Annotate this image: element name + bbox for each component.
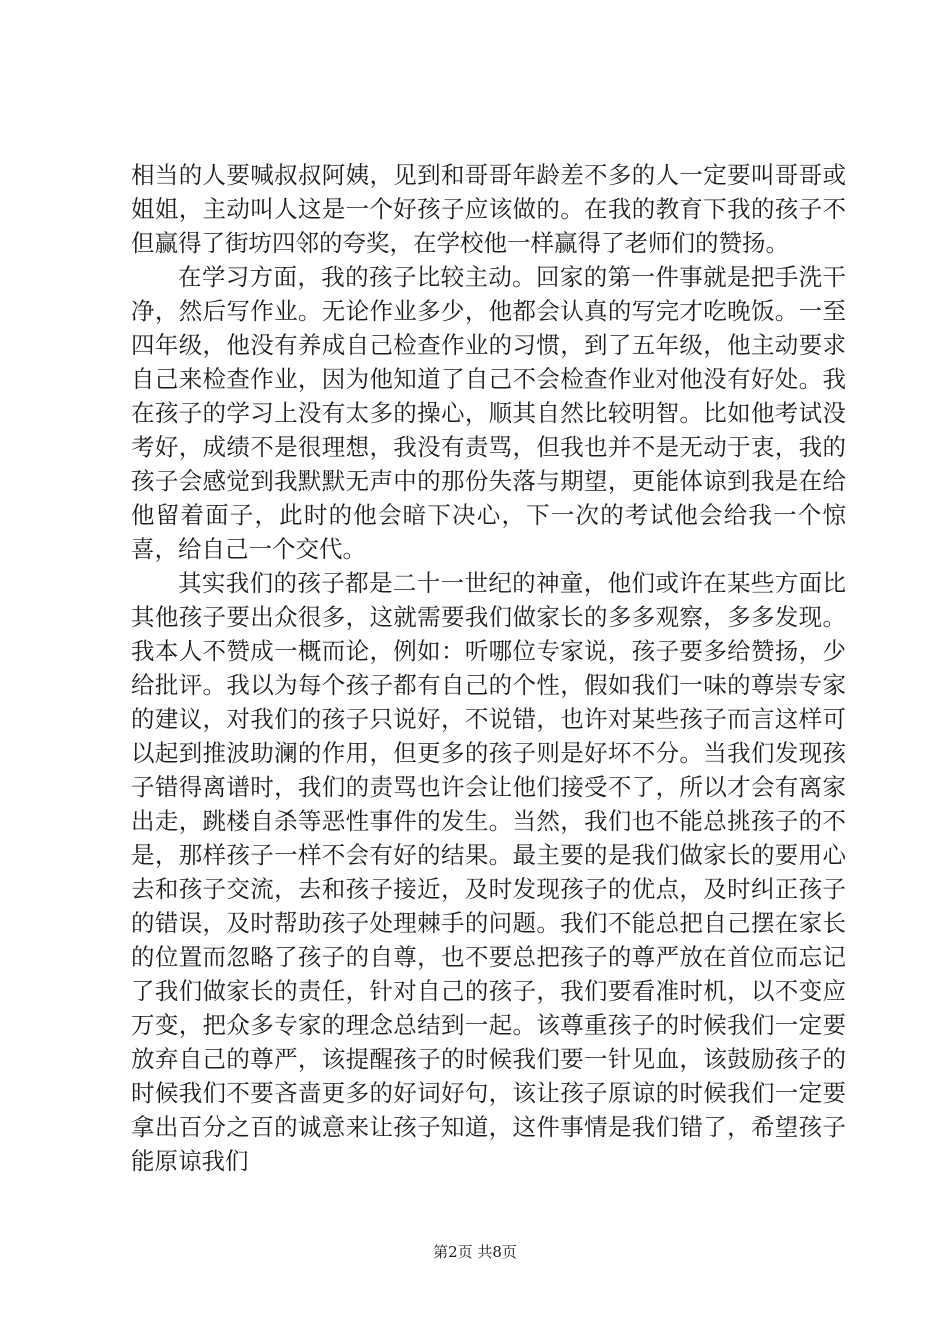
paragraph-study: 在学习方面，我的孩子比较主动。回家的第一件事就是把手洗干净，然后写作业。无论作业多少，他都会认真的写完才吃晚饭。一至四年级，他没有养成自己检查作业的习惯，到了五年级，他主动要求自己来检查作业，因为他知道了自己不会检查作业对他没有好处。我在孩子的学习上没有太多的操心，顺其自然比较明智。比如他考试没考好，成绩不是很理想，我没有责骂，但我也并不是无动于衷，我的孩子会感觉到我默默无声中的那份失落与期望，更能体谅到我是在给他留着面子，此时的他会暗下决心，下一次的考试他会给我一个惊喜，给自己一个交代。 [131, 263, 846, 563]
page-number-footer: 第2页 共8页 [433, 1243, 517, 1261]
document-body [131, 158, 846, 1178]
paragraph-continued: 相当的人要喊叔叔阿姨，见到和哥哥年龄差不多的人一定要叫哥哥或姐姐，主动叫人这是一个好孩子应该做的。在我的教育下我的孩子不但赢得了街坊四邻的夸奖，在学校他一样赢得了老师们的赞扬。 [131, 161, 846, 257]
paragraph-parenting: 其实我们的孩子都是二十一世纪的神童，他们或许在某些方面比其他孩子要出众很多，这就需要我们做家长的多多观察，多多发现。我本人不赞成一概而论，例如：听哪位专家说，孩子要多给赞扬，少给批评。我以为每个孩子都有自己的个性，假如我们一味的尊崇专家的建议，对我们的孩子只说好，不说错，也许对某些孩子而言这样可以起到推波助澜的作用，但更多的孩子则是好坏不分。当我们发现孩子错得离谱时，我们的责骂也许会让他们接受不了，所以才会有离家出走，跳楼自杀等恶性事件的发生。当然，我们也不能总挑孩子的不是，那样孩子一样不会有好的结果。最主要的是我们做家长的要用心去和孩子交流，去和孩子接近，及时发现孩子的优点，及时纠正孩子的错误，及时帮助孩子处理棘手的问题。我们不能总把自己摆在家长的位置而忽略了孩子的自尊，也不要总把孩子的尊严放在首位而忘记了我们做家长的责任，针对自己的孩子，我们要看准时机，以不变应万变，把众多专家的理念总结到一起。该尊重孩子的时候我们一定要放弃自己的尊严，该提醒孩子的时候我们要一针见血，该鼓励孩子的时候我们不要吝啬更多的好词好句，该让孩子原谅的时候我们一定要拿出百分之百的诚意来让孩子知道，这件事情是我们错了，希望孩子能原谅我们 [131, 569, 846, 1175]
